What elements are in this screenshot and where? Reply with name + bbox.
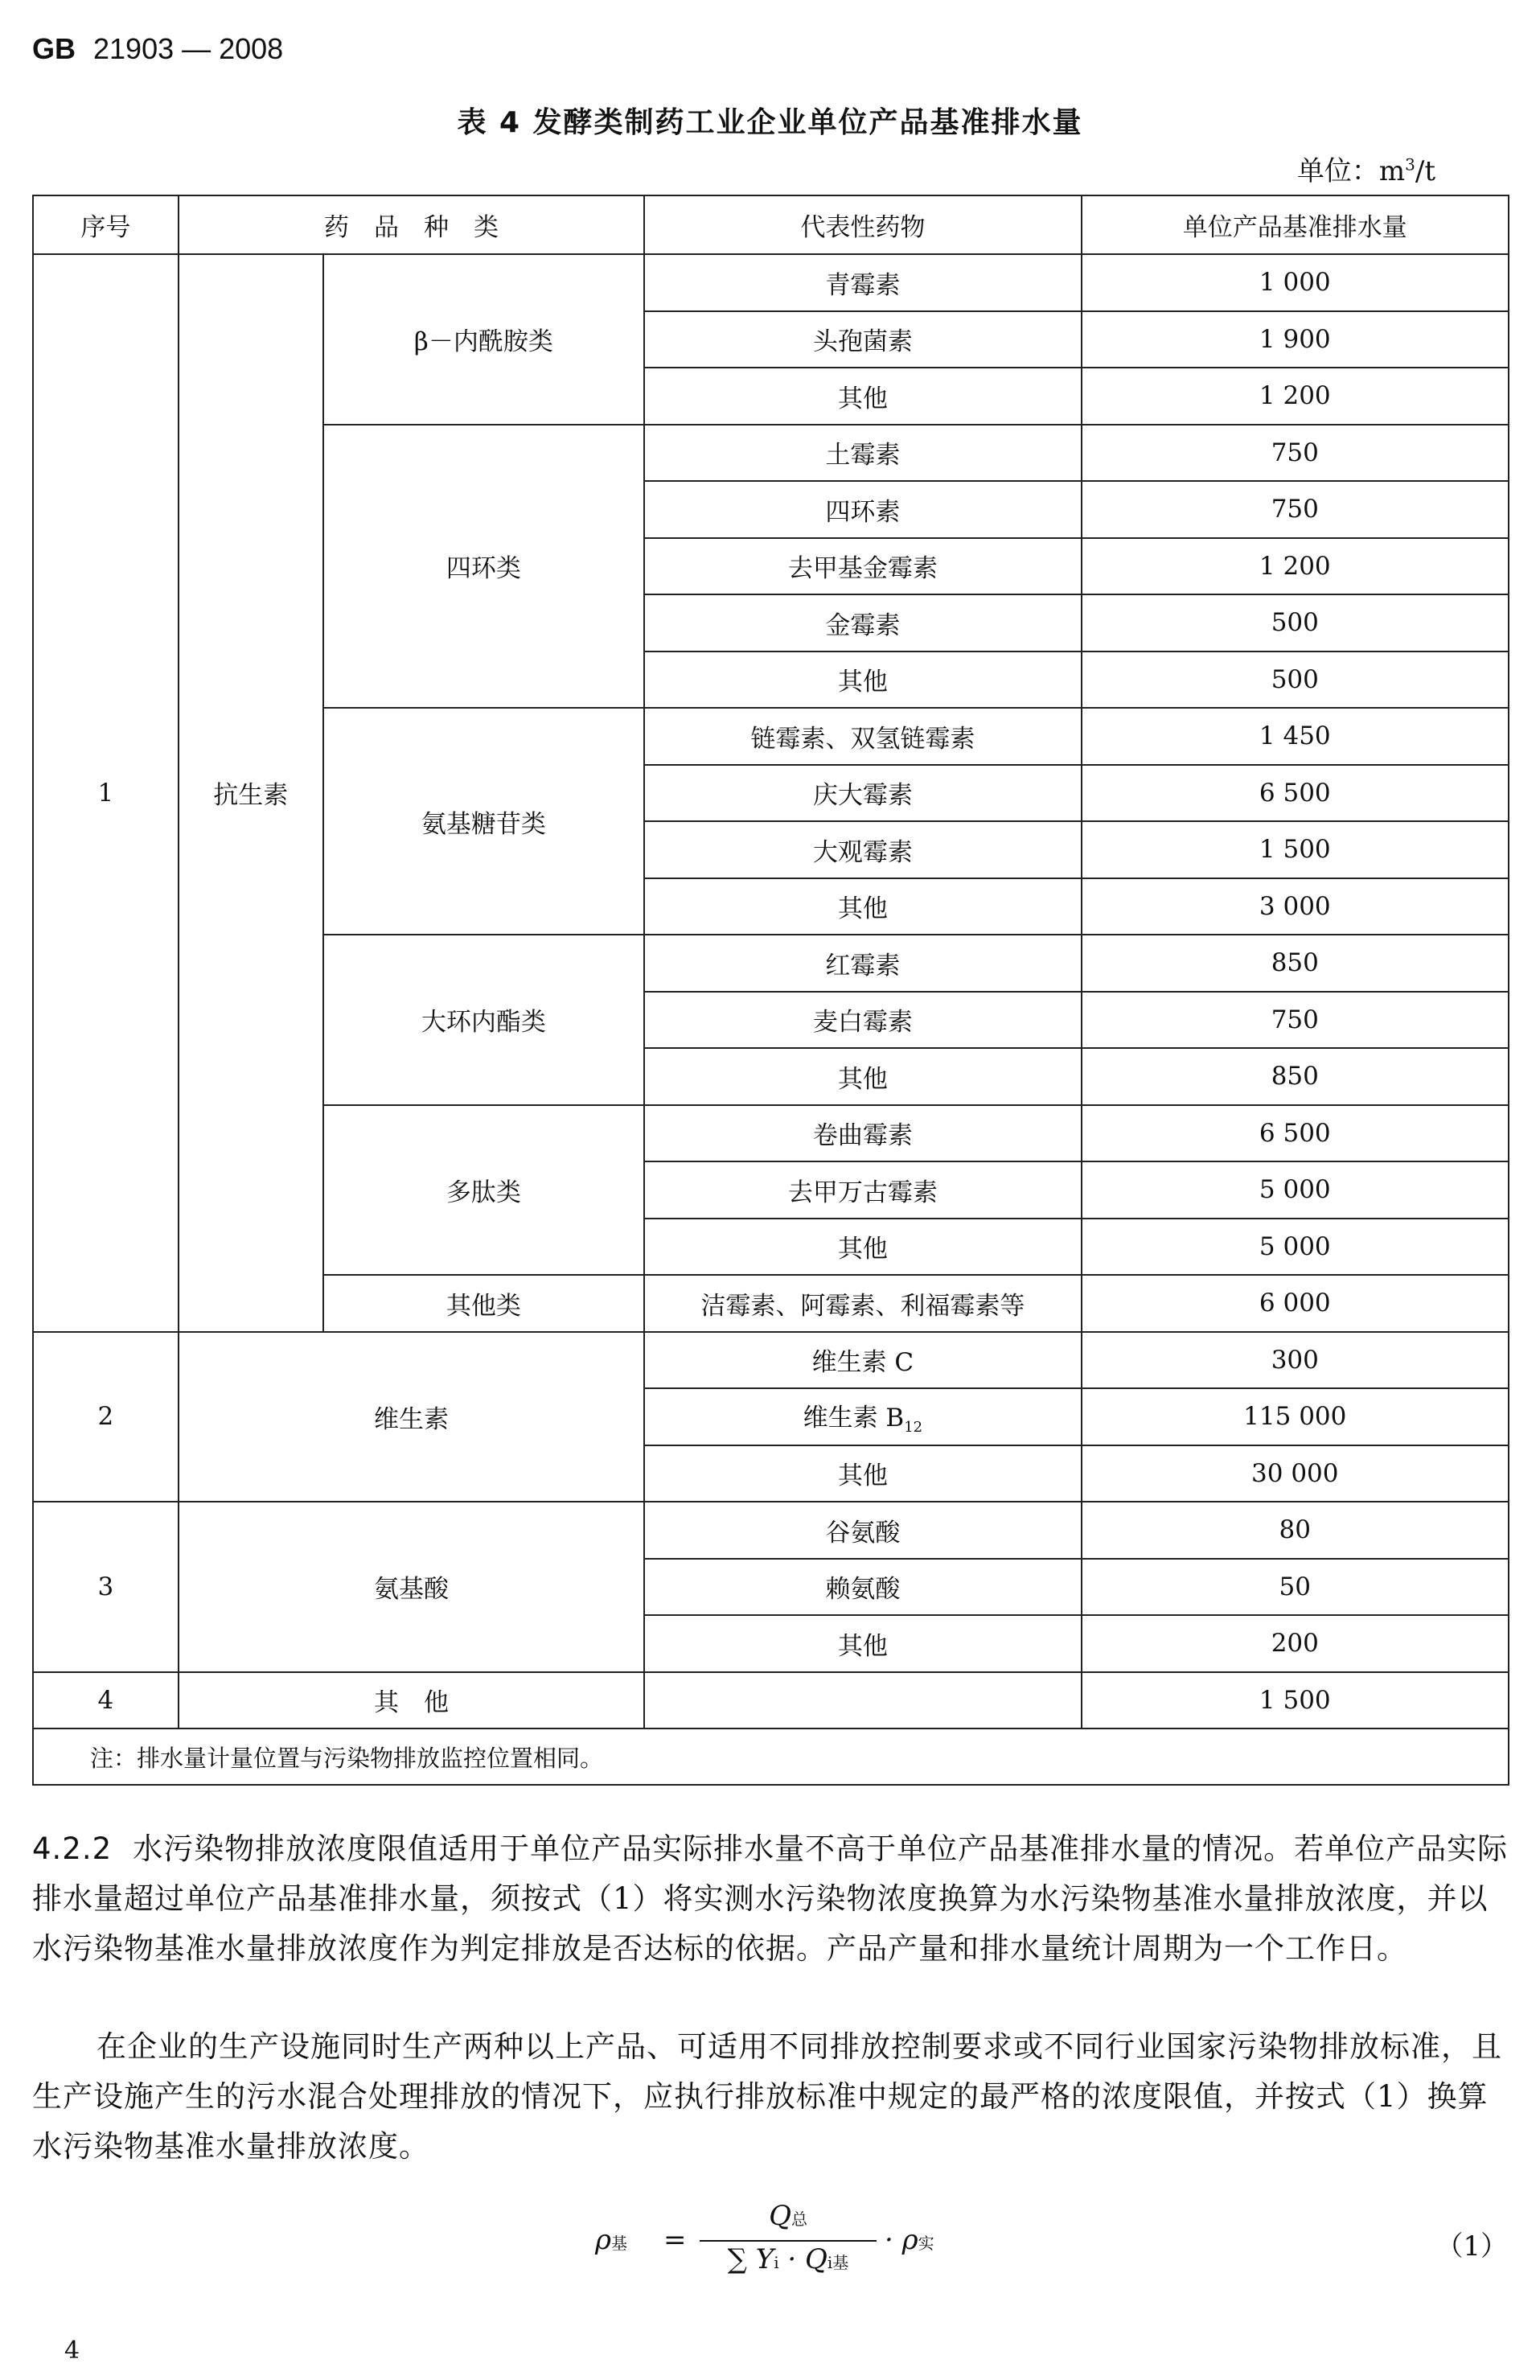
drug-cell: 去甲万古霉素 <box>644 1161 1081 1219</box>
value-cell: 6 500 <box>1082 765 1509 822</box>
table-note-row <box>33 1728 1509 1785</box>
row-number-cell: 4 <box>33 1672 179 1729</box>
table-header-row <box>33 195 1509 254</box>
paragraph-text: 水污染物排放浓度限值适用于单位产品实际排水量不高于单位产品基准排水量的情况。若单位产品实际排水量超过单位产品基准排水量，须按式（1）将实测水污染物浓度换算为水污染物基准水量排放浓度，并以水污染物基准水量排放浓度作为判定排放是否达标的依据。产品产量和排水量统计周期为一个工作日。 <box>32 1831 1509 1966</box>
value-cell: 3 000 <box>1082 878 1509 935</box>
formula-rhs: · ρ实 <box>885 2224 934 2256</box>
value-cell: 300 <box>1082 1332 1509 1389</box>
formula-equals: = <box>663 2224 687 2256</box>
value-cell: 50 <box>1082 1559 1509 1616</box>
row-number-cell: 3 <box>33 1502 179 1672</box>
drug-name: 维生素 B <box>803 1404 905 1433</box>
drug-cell: 链霉素、双氢链霉素 <box>644 708 1081 765</box>
drug-cell <box>644 1332 1081 1389</box>
row-number-cell: 1 <box>33 254 179 1332</box>
value-cell: 1 900 <box>1082 311 1509 368</box>
equation-number: （1） <box>1435 2230 1508 2263</box>
formula-denominator: ∑ Yi · Qi基 <box>727 2243 849 2275</box>
drug-cell: 其他 <box>644 652 1081 709</box>
drug-cell: 卷曲霉素 <box>644 1105 1081 1162</box>
category-cell: 抗生素 <box>179 254 323 1332</box>
formula-lhs: ρ基 <box>595 2224 627 2256</box>
drug-cell: 其他 <box>644 878 1081 935</box>
subcategory-cell: 多肽类 <box>323 1105 645 1276</box>
value-cell: 500 <box>1082 594 1509 652</box>
header-cell-drug: 代表性药物 <box>644 195 1081 254</box>
value-cell: 750 <box>1082 992 1509 1049</box>
drug-cell: 金霉素 <box>644 594 1081 652</box>
category-cell: 其 他 <box>179 1672 644 1729</box>
subcategory-cell: 其他类 <box>323 1275 645 1332</box>
paragraph-2: 在企业的生产设施同时生产两种以上产品、可适用不同排放控制要求或不同行业国家污染物排放标准，且生产设施产生的污水混合处理排放的情况下，应执行排放标准中规定的最严格的浓度限值，并按式（1）换算水污染物基准水量排放浓度。 <box>32 2029 1502 2164</box>
value-cell: 6 000 <box>1082 1275 1509 1332</box>
value-cell: 115 000 <box>1082 1388 1509 1445</box>
drug-name: 谷氨酸 <box>825 1518 901 1548</box>
table-row <box>33 1332 1509 1389</box>
value-cell: 200 <box>1082 1615 1509 1672</box>
header-cell-type: 药 品 种 类 <box>179 195 644 254</box>
subscript-12: 12 <box>904 1419 923 1437</box>
drug-cell <box>644 1445 1081 1502</box>
clause-number: 4.2.2 <box>32 1831 113 1866</box>
value-cell: 6 500 <box>1082 1105 1509 1162</box>
drainage-table <box>32 195 1509 1786</box>
drug-cell <box>644 1615 1081 1672</box>
table-title: 表 4 发酵类制药工业企业单位产品基准排水量 <box>457 106 1083 139</box>
drug-cell: 青霉素 <box>644 254 1081 311</box>
formula-1 <box>595 2200 981 2288</box>
value-cell: 750 <box>1082 481 1509 538</box>
table-note: 注：排水量计量位置与污染物排放监控位置相同。 <box>33 1728 1509 1785</box>
table-row <box>33 254 1509 311</box>
drug-cell <box>644 1672 1081 1729</box>
drug-cell: 洁霉素、阿霉素、利福霉素等 <box>644 1275 1081 1332</box>
subcategory-cell: 氨基糖苷类 <box>323 708 645 935</box>
drug-cell: 去甲基金霉素 <box>644 538 1081 595</box>
standard-number: 21903 — 2008 <box>93 32 284 65</box>
value-cell: 80 <box>1082 1502 1509 1559</box>
drug-cell <box>644 1502 1081 1559</box>
page-number: 4 <box>64 2337 80 2365</box>
fraction-bar <box>700 2240 877 2242</box>
category-cell: 维生素 <box>179 1332 644 1502</box>
value-cell: 850 <box>1082 935 1509 992</box>
standard-code: GB <box>32 32 76 65</box>
drug-name: 赖氨酸 <box>825 1575 901 1605</box>
value-cell: 1 450 <box>1082 708 1509 765</box>
value-cell: 5 000 <box>1082 1161 1509 1219</box>
header-cell-no: 序号 <box>33 195 179 254</box>
drug-cell: 红霉素 <box>644 935 1081 992</box>
drug-name: 其他 <box>837 1461 888 1491</box>
table-row <box>33 1502 1509 1559</box>
paragraph-4-2-2 <box>32 1824 1512 1974</box>
value-cell: 5 000 <box>1082 1219 1509 1276</box>
value-cell: 30 000 <box>1082 1445 1509 1502</box>
subcategory-cell: 大环内酯类 <box>323 935 645 1105</box>
drug-name: 其他 <box>837 1631 888 1661</box>
drug-cell: 土霉素 <box>644 425 1081 482</box>
value-cell: 1 000 <box>1082 254 1509 311</box>
drug-cell: 庆大霉素 <box>644 765 1081 822</box>
value-cell: 1 200 <box>1082 368 1509 425</box>
drug-cell: 大观霉素 <box>644 821 1081 878</box>
drug-cell: 四环素 <box>644 481 1081 538</box>
drug-cell: 其他 <box>644 1219 1081 1276</box>
table-unit: 单位：$m^3/t$ <box>1296 154 1435 187</box>
header-cell-value: 单位产品基准排水量 <box>1082 195 1509 254</box>
value-cell: 1 200 <box>1082 538 1509 595</box>
drug-cell: 麦白霉素 <box>644 992 1081 1049</box>
value-cell: 850 <box>1082 1048 1509 1105</box>
subcategory-cell: β－内酰胺类 <box>323 254 645 425</box>
formula-numerator: Q总 <box>769 2200 807 2232</box>
drug-cell: 其他 <box>644 368 1081 425</box>
drug-cell <box>644 1388 1081 1445</box>
table-row <box>33 1672 1509 1729</box>
row-number-cell: 2 <box>33 1332 179 1502</box>
drug-cell: 其他 <box>644 1048 1081 1105</box>
category-cell: 氨基酸 <box>179 1502 644 1672</box>
value-cell: 500 <box>1082 652 1509 709</box>
value-cell: 750 <box>1082 425 1509 482</box>
subcategory-cell: 四环类 <box>323 425 645 709</box>
value-cell: 1 500 <box>1082 1672 1509 1729</box>
value-cell: 1 500 <box>1082 821 1509 878</box>
document-header <box>32 32 283 66</box>
drug-cell <box>644 1559 1081 1616</box>
formula-fraction <box>700 2200 877 2275</box>
drug-name: 维生素 C <box>811 1348 914 1378</box>
drug-cell: 头孢菌素 <box>644 311 1081 368</box>
